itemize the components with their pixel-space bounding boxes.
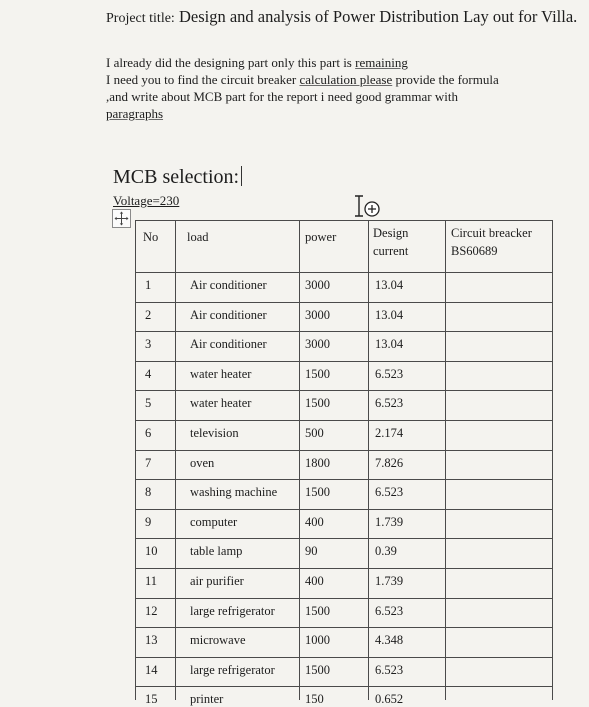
table-move-handle-icon[interactable] [112,209,131,228]
cell-power: 1500 [305,485,330,500]
cell-current: 0.39 [375,544,397,559]
section-heading: MCB selection: [113,166,242,189]
cell-current: 6.523 [375,396,404,411]
row-divider [135,568,553,569]
row-divider [135,479,553,480]
cell-current: 2.174 [375,426,404,440]
cell-load: oven [190,455,215,470]
text-cursor [241,166,242,186]
cell-no: 7 [145,455,152,470]
cell-no: 8 [145,485,152,500]
cell-current: 6.523 [375,366,404,381]
cell-current: 0.652 [375,692,404,707]
cell-power: 1000 [305,633,330,648]
cell-current: 1.739 [375,574,404,588]
cell-load: Air conditioner [190,337,267,352]
cell-load: microwave [190,633,246,648]
row-divider [135,272,553,273]
header-no: No [143,230,159,244]
cell-no: 4 [145,366,152,381]
mcb-table [135,220,553,707]
cell-power: 3000 [305,337,330,352]
header-power: power [305,230,337,244]
cell-no: 11 [145,574,158,588]
intro-line-1: I already did the designing part only this part is remaining [106,55,408,70]
cell-load: computer [190,514,238,529]
row-divider [135,420,553,421]
cell-load: water heater [190,366,252,381]
cell-load: large refrigerator [190,662,275,677]
cell-load: washing machine [190,485,278,500]
cell-load: television [190,426,239,440]
header-breaker: Circuit breacker BS60689 [451,226,532,258]
row-divider [135,657,553,658]
cell-power: 500 [305,426,324,440]
cell-current: 4.348 [375,633,404,648]
cell-current: 13.04 [375,278,404,292]
project-title [106,6,586,30]
cell-load: Air conditioner [190,278,267,292]
header-load: load [187,230,209,244]
cell-power: 1800 [305,455,330,470]
intro-text [106,54,588,122]
cell-power: 1500 [305,396,330,411]
cell-power: 3000 [305,278,330,292]
cell-no: 1 [145,278,152,292]
cell-load: table lamp [190,544,243,559]
project-title-text: Design and analysis of Power Distribution Lay out for Villa. [178,7,578,26]
cell-no: 3 [145,337,152,352]
cell-load: Air conditioner [190,307,267,322]
table-border-top [135,220,553,221]
cell-no: 2 [145,307,152,322]
cell-power: 1500 [305,662,330,677]
cell-power: 3000 [305,307,330,322]
intro-line-4: paragraphs [106,106,164,121]
intro-line-2: I need you to find the circuit breaker calculation please provide the formula [106,72,499,87]
cell-current: 13.04 [375,337,404,352]
cell-power: 1500 [305,603,330,618]
project-title-label: Project title: [106,11,175,26]
cell-no: 14 [145,662,158,677]
cell-current: 6.523 [375,662,404,677]
ibeam-add-cursor-icon [352,194,382,220]
cell-no: 12 [145,603,158,618]
voltage-label: Voltage=230 [113,193,180,208]
cell-no: 6 [145,426,152,440]
cell-power: 90 [305,544,318,559]
cell-load: large refrigerator [190,603,275,618]
row-divider [135,509,553,510]
cell-no: 15 [145,692,158,707]
cell-power: 1500 [305,366,330,381]
row-divider [135,686,553,687]
cell-load: printer [190,692,224,707]
intro-line-3: ,and write about MCB part for the report i need good grammar with [106,89,458,104]
row-divider [135,390,553,391]
row-divider [135,450,553,451]
cell-power: 150 [305,692,324,707]
cell-current: 13.04 [375,307,404,322]
row-divider [135,598,553,599]
cell-power: 400 [305,574,324,588]
cell-no: 5 [145,396,152,411]
cell-no: 9 [145,514,152,529]
row-divider [135,302,553,303]
cell-load: air purifier [190,574,244,588]
cell-no: 10 [145,544,158,559]
cell-load: water heater [190,396,252,411]
header-design: Design current [373,226,409,258]
cell-current: 1.739 [375,514,404,529]
row-divider [135,627,553,628]
row-divider [135,361,553,362]
cell-current: 6.523 [375,603,404,618]
cell-current: 6.523 [375,485,404,500]
row-divider [135,331,553,332]
cell-current: 7.826 [375,455,404,470]
cell-no: 13 [145,633,158,648]
cell-power: 400 [305,514,324,529]
row-divider [135,538,553,539]
